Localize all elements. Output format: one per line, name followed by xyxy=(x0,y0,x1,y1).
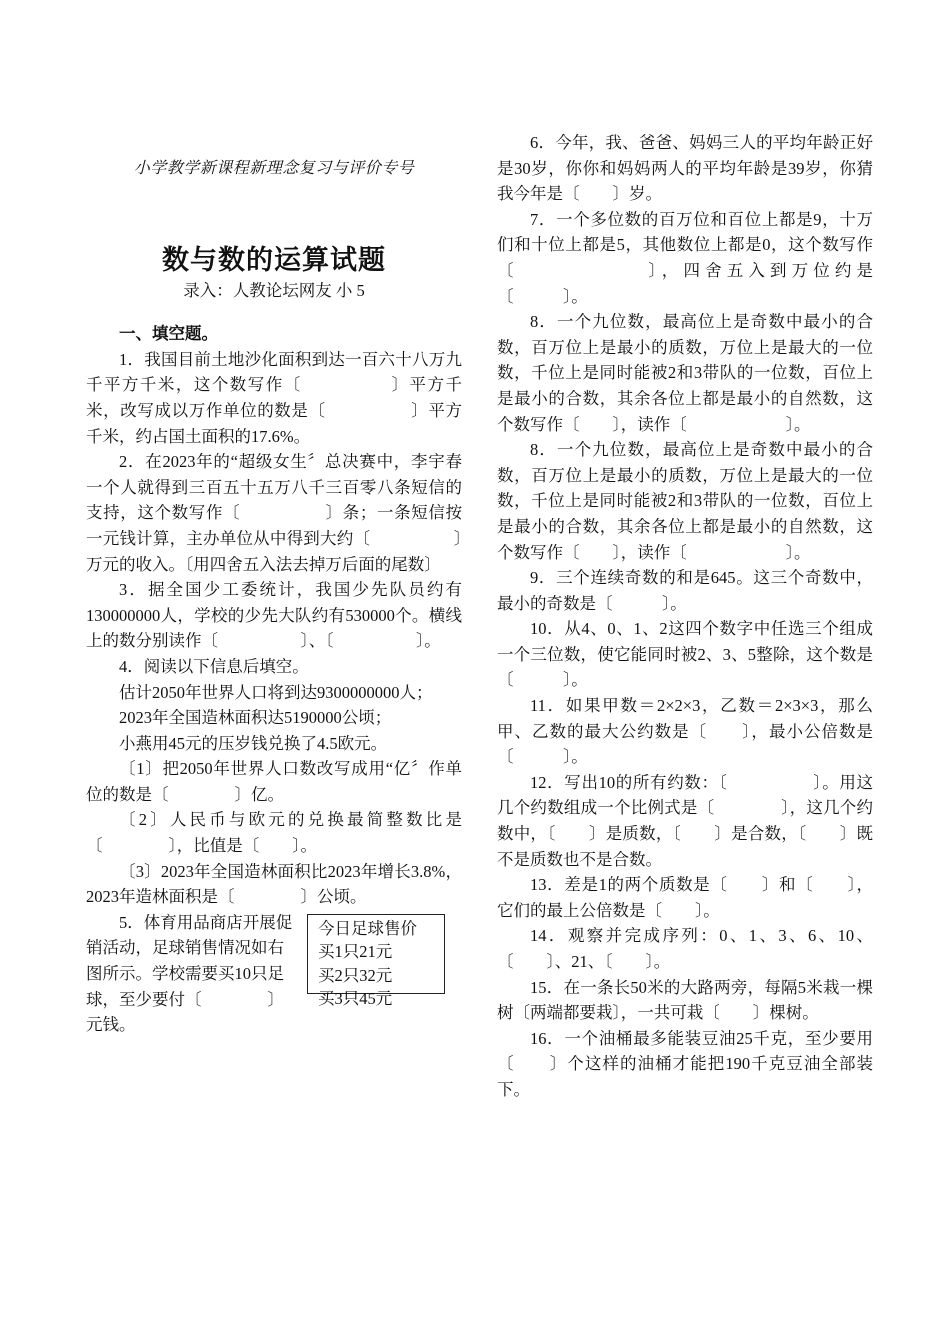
question-3: 3．据全国少工委统计，我国少先队员约有130000000人，学校的少先大队约有530000个。横线上的数分别读作〔 〕、〔 〕。 xyxy=(86,580,462,651)
price-box-heading: 今日足球售价 xyxy=(318,918,417,938)
question-4-info-3: 小燕用45元的压岁钱兑换了4.5欧元。 xyxy=(119,733,388,753)
question-4-part-3: 〔3〕2023年全国造林面积比2023年增长3.8%，2023年造林面积是〔 〕公顷。 xyxy=(86,861,462,907)
section-heading: 一、填空题。 xyxy=(119,324,218,344)
question-9: 9．三个连续奇数的和是645。这三个奇数中，最小的奇数是〔 〕。 xyxy=(497,568,873,613)
question-10: 10．从4、0、1、2这四个数字中任选三个组成一个三位数，使它能同时被2、3、5整除，这个数是〔 〕。 xyxy=(497,619,873,690)
question-5: 5．体育用品商店开展促销活动，足球销售情况如右图所示。学校需要买10只足球，至少要付〔 〕元钱。 xyxy=(86,912,293,1035)
question-15: 15．在一条长50米的大路两旁，每隔5米栽一棵树〔两端都要栽〕，一共可栽〔 〕棵树。 xyxy=(497,977,873,1023)
page-title: 数与数的运算试题 xyxy=(162,244,386,275)
question-7: 7．一个多位数的百万位和百位上都是9，十万们和十位上都是5，其他数位上都是0，这个数写作〔 〕，四舍五入到万位约是〔 〕。 xyxy=(497,209,873,306)
question-14: 14．观察并完成序列：0、1、3、6、10、〔 〕、21、〔 〕。 xyxy=(497,926,873,971)
question-8b: 8．一个九位数，最高位上是奇数中最小的合数，百万位上是最小的质数，万位上是最大的一位数，千位上是同时能被2和3带队的一位数，百位上是最小的合数，其余各位上都是最小的自然数，这个数写作〔 〕，读作〔 〕。 xyxy=(497,440,873,562)
question-4-info-1: 估计2050年世界人口将到达9300000000人； xyxy=(119,682,433,702)
question-4-info-2: 2023年全国造林面积达5190000公顷； xyxy=(119,708,392,728)
question-4: 4．阅读以下信息后填空。 xyxy=(119,656,309,676)
price-line: 买3只45元 xyxy=(318,989,393,1009)
byline: 录入：人教论坛网友 小 5 xyxy=(183,280,365,300)
question-1: 1．我国目前土地沙化面积到达一百六十八万九千平方千米，这个数写作〔 〕平方千米，改写成以万作单位的数是〔 〕平方千米，约占国土面积的17.6%。 xyxy=(86,349,462,446)
question-4-part-2: 〔2〕人民币与欧元的兑换最简整数比是〔 〕，比值是〔 〕。 xyxy=(86,810,462,856)
question-5-block xyxy=(86,910,462,1038)
price-box xyxy=(307,914,445,1009)
question-6: 6．今年，我、爸爸、妈妈三人的平均年龄正好是30岁，你你和妈妈两人的平均年龄是39岁，你猜我今年是〔 〕岁。 xyxy=(497,133,873,204)
price-line: 买1只21元 xyxy=(318,942,393,962)
question-12: 12．写出10的所有约数：〔 〕。用这几个约数组成一个比例式是〔 〕，这几个约数中，〔 〕是质数，〔 〕是合数，〔 〕既不是质数也不是合数。 xyxy=(497,772,873,869)
question-13: 13．差是1的两个质数是〔 〕和〔 〕，它们的最上公倍数是〔 〕。 xyxy=(497,875,873,920)
question-11: 11．如果甲数＝2×2×3，乙数＝2×3×3，那么甲、乙数的最大公约数是〔 〕，最小公倍数是〔 〕。 xyxy=(497,696,873,767)
question-8a: 8．一个九位数，最高位上是奇数中最小的合数，百万位上是最小的质数，万位上是最大的一位数，千位上是同时能被2和3带队的一位数，百位上是最小的合数，其余各位上都是最小的自然数，这个数写作〔 〕，读作〔 〕。 xyxy=(497,312,873,434)
right-column xyxy=(497,130,873,1103)
question-2: 2．在2023年的“超级女生〞总决赛中，李宇春一个人就得到三百五十五万八千三百零八条短信的支持，这个数写作〔 〕条；一条短信按一元钱计算，主办单位从中得到大约〔 〕万元的收入。〔用四舍五入法去掉万后面的尾数〕 xyxy=(86,452,462,574)
left-column xyxy=(86,156,462,1038)
page-subtitle: 小学教学新课程新理念复习与评价专号 xyxy=(133,160,415,177)
question-16: 16．一个油桶最多能装豆油25千克，至少要用〔 〕个这样的油桶才能把190千克豆油全部装下。 xyxy=(497,1028,873,1099)
question-4-part-1: 〔1〕把2050年世界人口数改写成用“亿〞作单位的数是〔 〕亿。 xyxy=(86,759,462,804)
price-line: 买2只32元 xyxy=(318,965,393,985)
